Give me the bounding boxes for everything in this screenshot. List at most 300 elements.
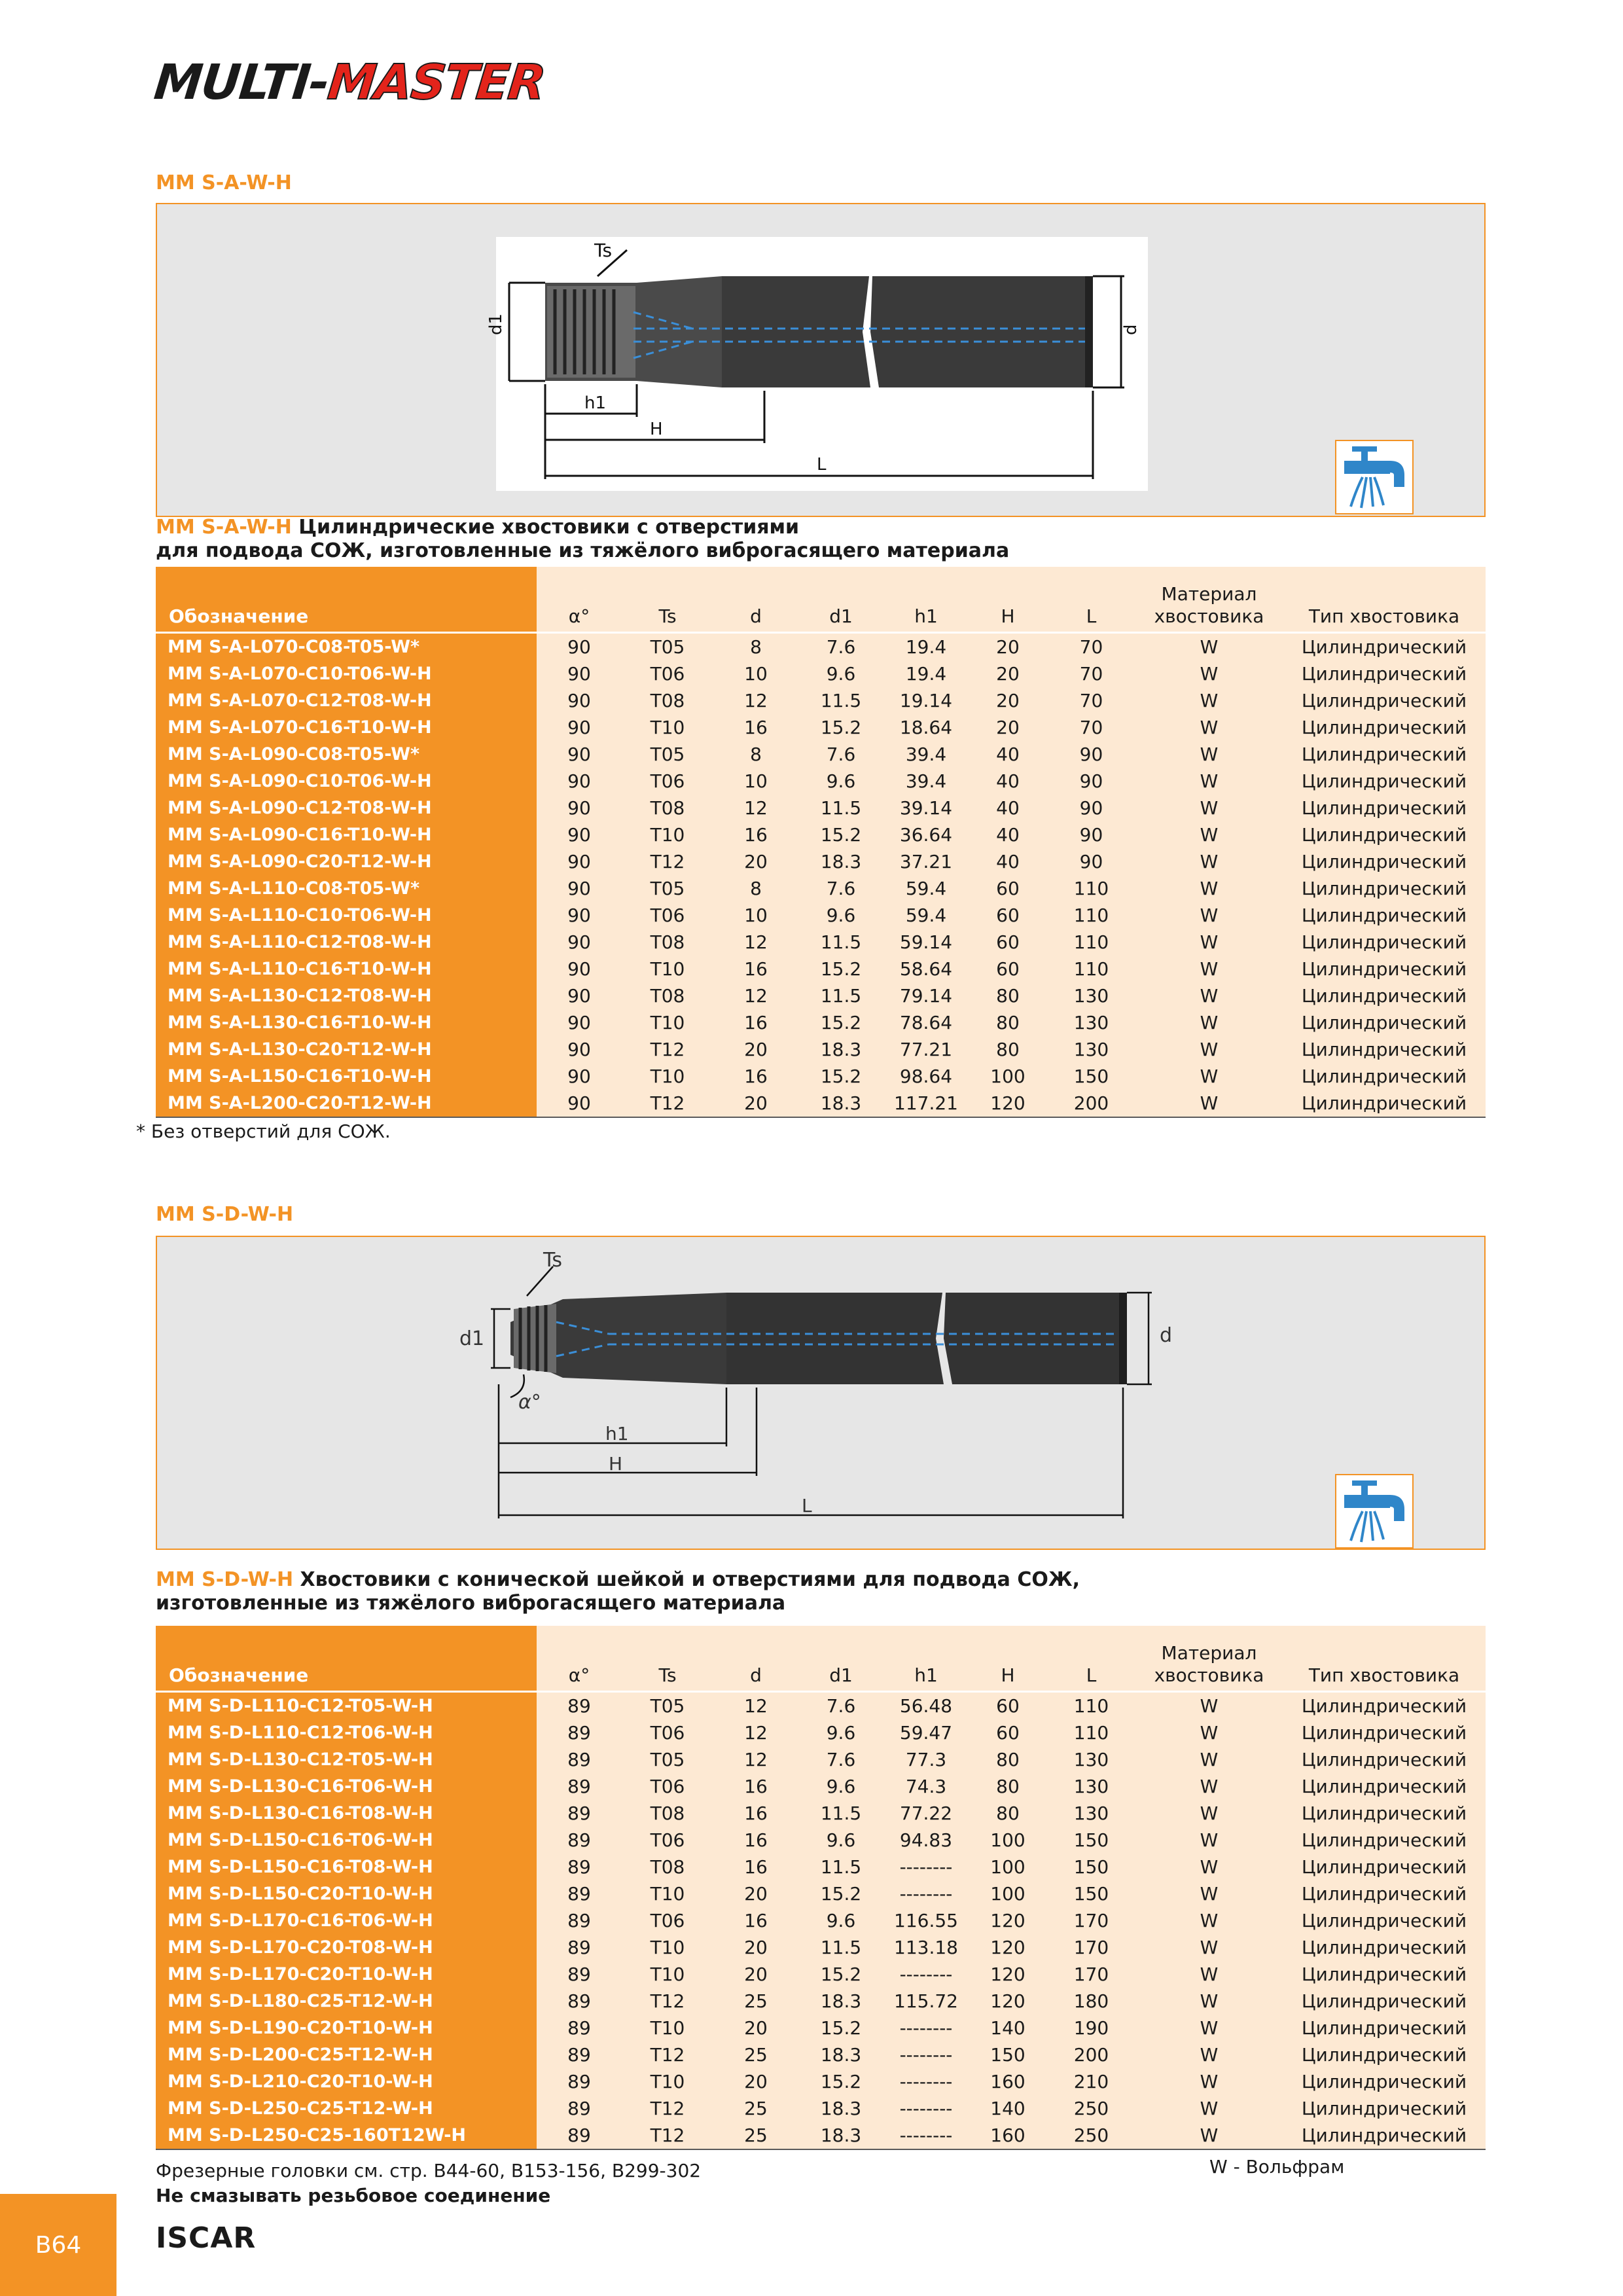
table-row — [156, 2015, 1486, 2041]
table-cell: 40 — [969, 741, 1047, 768]
table-cell: Цилиндрический — [1283, 929, 1486, 956]
iscar-brand: ISCAR — [156, 2221, 257, 2255]
table-cell: W — [1135, 1827, 1283, 1854]
designation-cell: MM S-A-L130-C16-T10-W-H — [156, 1009, 537, 1036]
table-cell: W — [1135, 1907, 1283, 1934]
section1-table-body — [156, 632, 1486, 1117]
table-cell: W — [1135, 929, 1283, 956]
designation-cell: MM S-D-L130-C16-T08-W-H — [156, 1800, 537, 1827]
table-cell: 90 — [537, 929, 622, 956]
table-cell: 7.6 — [798, 632, 883, 660]
table-cell: Цилиндрический — [1283, 2095, 1486, 2122]
designation-cell: MM S-A-L070-C16-T10-W-H — [156, 714, 537, 741]
table-cell: -------- — [883, 1880, 969, 1907]
material-legend: W - Вольфрам — [1209, 2156, 1345, 2178]
table-cell: 9.6 — [798, 902, 883, 929]
designation-cell: MM S-A-L090-C20-T12-W-H — [156, 848, 537, 875]
table-cell: W — [1135, 714, 1283, 741]
table-cell: 89 — [537, 2068, 622, 2095]
table-cell: 110 — [1047, 929, 1135, 956]
table-cell: Цилиндрический — [1283, 1988, 1486, 2015]
table-cell: 9.6 — [798, 1907, 883, 1934]
label-alpha: α° — [518, 1391, 541, 1414]
table-cell: T08 — [622, 982, 713, 1009]
table-cell: 18.3 — [798, 2041, 883, 2068]
table-cell: 39.14 — [883, 795, 969, 821]
table-cell: 120 — [969, 1090, 1047, 1117]
table-cell: 7.6 — [798, 741, 883, 768]
table-cell: 130 — [1047, 1746, 1135, 1773]
table-row — [156, 1719, 1486, 1746]
table-cell: T06 — [622, 660, 713, 687]
designation-cell: MM S-A-L110-C08-T05-W* — [156, 875, 537, 902]
table-row — [156, 1854, 1486, 1880]
table-cell: W — [1135, 660, 1283, 687]
section2-heading: MM S-D-W-H — [156, 1203, 294, 1226]
label-d1: d1 — [486, 313, 506, 335]
table-cell: 37.21 — [883, 848, 969, 875]
table-cell: Цилиндрический — [1283, 956, 1486, 982]
table-cell: 40 — [969, 848, 1047, 875]
label-H: H — [650, 420, 663, 439]
table-cell: 140 — [969, 2015, 1047, 2041]
table-cell: T05 — [622, 875, 713, 902]
table-cell: 89 — [537, 1691, 622, 1719]
table-cell: 16 — [713, 1063, 798, 1090]
table-cell: 90 — [537, 660, 622, 687]
designation-cell: MM S-D-L130-C16-T06-W-H — [156, 1773, 537, 1800]
table-cell: 11.5 — [798, 687, 883, 714]
table-cell: 25 — [713, 2122, 798, 2149]
table-cell: Цилиндрический — [1283, 1090, 1486, 1117]
table-cell: Цилиндрический — [1283, 1880, 1486, 1907]
designation-cell: MM S-D-L130-C12-T05-W-H — [156, 1746, 537, 1773]
table-cell: 8 — [713, 875, 798, 902]
table-cell: T10 — [622, 2015, 713, 2041]
table-cell: 9.6 — [798, 660, 883, 687]
designation-cell: MM S-A-L130-C12-T08-W-H — [156, 982, 537, 1009]
table-cell: W — [1135, 1691, 1283, 1719]
table-cell: 89 — [537, 2041, 622, 2068]
table-cell: Цилиндрический — [1283, 660, 1486, 687]
designation-cell: MM S-A-L130-C20-T12-W-H — [156, 1036, 537, 1063]
table-cell: W — [1135, 795, 1283, 821]
table-cell: 115.72 — [883, 1988, 969, 2015]
table-cell: 90 — [537, 1036, 622, 1063]
table-cell: 16 — [713, 956, 798, 982]
designation-cell: MM S-A-L110-C10-T06-W-H — [156, 902, 537, 929]
table-cell: 90 — [537, 848, 622, 875]
table-cell: 8 — [713, 741, 798, 768]
table-row — [156, 1934, 1486, 1961]
table-cell: Цилиндрический — [1283, 1063, 1486, 1090]
table-cell: -------- — [883, 1961, 969, 1988]
table-cell: 12 — [713, 795, 798, 821]
table-cell: Цилиндрический — [1283, 821, 1486, 848]
table-cell: 18.3 — [798, 848, 883, 875]
table-cell: 90 — [537, 1063, 622, 1090]
table-cell: 80 — [969, 982, 1047, 1009]
table-row — [156, 2041, 1486, 2068]
table-cell: W — [1135, 2122, 1283, 2149]
table-cell: 100 — [969, 1063, 1047, 1090]
table-cell: 90 — [537, 982, 622, 1009]
table-cell: T06 — [622, 1907, 713, 1934]
table-cell: 130 — [1047, 1009, 1135, 1036]
table-cell: -------- — [883, 2122, 969, 2149]
table-cell: 56.48 — [883, 1691, 969, 1719]
table-cell: T08 — [622, 1800, 713, 1827]
table-cell: 160 — [969, 2122, 1047, 2149]
table-cell: 90 — [537, 687, 622, 714]
table-cell: 15.2 — [798, 1009, 883, 1036]
table-cell: 90 — [537, 875, 622, 902]
table-cell: 89 — [537, 2015, 622, 2041]
table-cell: 89 — [537, 1961, 622, 1988]
table-cell: T10 — [622, 1009, 713, 1036]
col-header: α° — [537, 1626, 622, 1691]
table-cell: 180 — [1047, 1988, 1135, 2015]
table-cell: 7.6 — [798, 1746, 883, 1773]
table-cell: W — [1135, 2041, 1283, 2068]
table-cell: 160 — [969, 2068, 1047, 2095]
table-cell: 190 — [1047, 2015, 1135, 2041]
label-L: L — [802, 1495, 812, 1516]
col-header: d1 — [798, 567, 883, 632]
section2-table-title: MM S-D-W-H Хвостовики с конической шейкой и отверстиями для подвода СОЖ, изготовленные из тяжёлого виброгасящего материала — [156, 1568, 1080, 1615]
table-cell: T06 — [622, 768, 713, 795]
table-cell: 20 — [713, 1880, 798, 1907]
table-cell: 18.3 — [798, 1988, 883, 2015]
shank-drawing-a — [486, 237, 1148, 491]
table-cell: 11.5 — [798, 929, 883, 956]
table-row — [156, 660, 1486, 687]
designation-cell: MM S-D-L150-C20-T10-W-H — [156, 1880, 537, 1907]
table-cell: 10 — [713, 660, 798, 687]
table-cell: 70 — [1047, 632, 1135, 660]
section2-spec-table — [156, 1626, 1486, 2150]
table-cell: 16 — [713, 714, 798, 741]
table-cell: 150 — [1047, 1827, 1135, 1854]
table-cell: W — [1135, 982, 1283, 1009]
table-cell: 16 — [713, 821, 798, 848]
table-cell: T10 — [622, 1063, 713, 1090]
table-cell: 15.2 — [798, 1880, 883, 1907]
table-cell: 59.4 — [883, 902, 969, 929]
table-cell: 80 — [969, 1773, 1047, 1800]
table-cell: 89 — [537, 1907, 622, 1934]
section2-table-body — [156, 1691, 1486, 2149]
table-cell: 15.2 — [798, 1063, 883, 1090]
table-cell: 90 — [537, 902, 622, 929]
table-row — [156, 632, 1486, 660]
table-cell: 79.14 — [883, 982, 969, 1009]
table-cell: 120 — [969, 1961, 1047, 1988]
table-cell: W — [1135, 1009, 1283, 1036]
designation-cell: MM S-D-L200-C25-T12-W-H — [156, 2041, 537, 2068]
designation-cell: MM S-A-L090-C12-T08-W-H — [156, 795, 537, 821]
table-cell: W — [1135, 1800, 1283, 1827]
table-cell: 9.6 — [798, 1719, 883, 1746]
table-cell: W — [1135, 2095, 1283, 2122]
coolant-icon — [1335, 440, 1414, 514]
table-cell: 16 — [713, 1800, 798, 1827]
label-d: d — [1160, 1324, 1173, 1347]
table-row — [156, 1988, 1486, 2015]
table-cell: 15.2 — [798, 1961, 883, 1988]
table-row — [156, 821, 1486, 848]
table-cell: 110 — [1047, 875, 1135, 902]
table-cell: 90 — [537, 795, 622, 821]
table-cell: 20 — [713, 2068, 798, 2095]
table-cell: W — [1135, 1773, 1283, 1800]
table-cell: 15.2 — [798, 821, 883, 848]
table-cell: 20 — [969, 714, 1047, 741]
table-cell: W — [1135, 848, 1283, 875]
table-cell: 90 — [537, 741, 622, 768]
table-cell: 25 — [713, 2095, 798, 2122]
table-cell: 20 — [713, 848, 798, 875]
table-cell: 94.83 — [883, 1827, 969, 1854]
table-cell: T12 — [622, 2095, 713, 2122]
table-cell: 20 — [713, 2015, 798, 2041]
table-cell: Цилиндрический — [1283, 1036, 1486, 1063]
table-cell: 70 — [1047, 660, 1135, 687]
table-cell: 16 — [713, 1773, 798, 1800]
table-cell: 60 — [969, 902, 1047, 929]
table-cell: Цилиндрический — [1283, 2068, 1486, 2095]
table-cell: 20 — [969, 660, 1047, 687]
table-cell: 89 — [537, 1746, 622, 1773]
table-cell: 120 — [969, 1934, 1047, 1961]
table-cell: 70 — [1047, 714, 1135, 741]
table-cell: 60 — [969, 956, 1047, 982]
table-row — [156, 2122, 1486, 2149]
table-cell: T05 — [622, 1746, 713, 1773]
table-cell: 19.14 — [883, 687, 969, 714]
table-cell: 80 — [969, 1746, 1047, 1773]
table-cell: 18.3 — [798, 2095, 883, 2122]
table-cell: 110 — [1047, 1719, 1135, 1746]
table-cell: 200 — [1047, 1090, 1135, 1117]
table-cell: 130 — [1047, 1800, 1135, 1827]
table-cell: T10 — [622, 2068, 713, 2095]
table-cell: 250 — [1047, 2122, 1135, 2149]
table-cell: 18.3 — [798, 1090, 883, 1117]
table-cell: 150 — [1047, 1854, 1135, 1880]
table-cell: 90 — [537, 956, 622, 982]
table-cell: 80 — [969, 1036, 1047, 1063]
table-cell: W — [1135, 1961, 1283, 1988]
table-row — [156, 1907, 1486, 1934]
table-cell: 250 — [1047, 2095, 1135, 2122]
table-cell: 16 — [713, 1009, 798, 1036]
table-cell: 59.47 — [883, 1719, 969, 1746]
table-cell: 60 — [969, 1691, 1047, 1719]
table-cell: -------- — [883, 2041, 969, 2068]
table-cell: Цилиндрический — [1283, 1934, 1486, 1961]
table-cell: W — [1135, 1063, 1283, 1090]
table-cell: 9.6 — [798, 768, 883, 795]
table-cell: 89 — [537, 2122, 622, 2149]
designation-cell: MM S-D-L110-C12-T06-W-H — [156, 1719, 537, 1746]
table-cell: 20 — [713, 1961, 798, 1988]
table-cell: T08 — [622, 795, 713, 821]
table-cell: 20 — [713, 1036, 798, 1063]
table-cell: Цилиндрический — [1283, 795, 1486, 821]
page-number: B64 — [0, 2194, 116, 2296]
designation-cell: MM S-A-L200-C20-T12-W-H — [156, 1090, 537, 1117]
table-row — [156, 956, 1486, 982]
table-cell: 9.6 — [798, 1773, 883, 1800]
table-cell: T08 — [622, 687, 713, 714]
table-row — [156, 1827, 1486, 1854]
table-cell: 18.3 — [798, 1036, 883, 1063]
table-cell: Цилиндрический — [1283, 902, 1486, 929]
table-row — [156, 1691, 1486, 1719]
table-cell: W — [1135, 902, 1283, 929]
table-cell: T12 — [622, 2122, 713, 2149]
footer-note-1: Фрезерные головки см. стр. B44-60, B153-156, B299-302 — [156, 2160, 702, 2181]
multi-master-logo: MULTI-MASTER — [151, 54, 548, 111]
table-cell: 140 — [969, 2095, 1047, 2122]
section2-drawing-box — [156, 1236, 1486, 1550]
table-cell: T06 — [622, 1773, 713, 1800]
table-cell: 12 — [713, 982, 798, 1009]
table-cell: 40 — [969, 768, 1047, 795]
table-cell: W — [1135, 956, 1283, 982]
table-cell: 15.2 — [798, 956, 883, 982]
col-header: d1 — [798, 1626, 883, 1691]
table-cell: T05 — [622, 741, 713, 768]
table-row — [156, 795, 1486, 821]
table-cell: T12 — [622, 2041, 713, 2068]
table-cell: 100 — [969, 1854, 1047, 1880]
table-cell: 80 — [969, 1009, 1047, 1036]
table-cell: 100 — [969, 1827, 1047, 1854]
col-header: h1 — [883, 1626, 969, 1691]
table-cell: 130 — [1047, 1773, 1135, 1800]
designation-cell: MM S-D-L150-C16-T08-W-H — [156, 1854, 537, 1880]
table-cell: 130 — [1047, 1036, 1135, 1063]
table-cell: 90 — [537, 1009, 622, 1036]
table-cell: Цилиндрический — [1283, 714, 1486, 741]
designation-cell: MM S-D-L170-C20-T08-W-H — [156, 1934, 537, 1961]
table-cell: -------- — [883, 2068, 969, 2095]
col-header: h1 — [883, 567, 969, 632]
table-cell: 20 — [969, 632, 1047, 660]
table-cell: Цилиндрический — [1283, 848, 1486, 875]
table-cell: 60 — [969, 1719, 1047, 1746]
table-cell: 120 — [969, 1907, 1047, 1934]
table-row — [156, 848, 1486, 875]
table-cell: 16 — [713, 1854, 798, 1880]
label-ts: Ts — [543, 1249, 562, 1272]
table-cell: 40 — [969, 795, 1047, 821]
table-cell: W — [1135, 768, 1283, 795]
table-cell: W — [1135, 1934, 1283, 1961]
table-cell: 77.22 — [883, 1800, 969, 1827]
table-cell: T06 — [622, 1827, 713, 1854]
table-cell: Цилиндрический — [1283, 1746, 1486, 1773]
designation-cell: MM S-D-L210-C20-T10-W-H — [156, 2068, 537, 2095]
table-row — [156, 929, 1486, 956]
table-cell: T05 — [622, 1691, 713, 1719]
table-cell: 89 — [537, 1880, 622, 1907]
table-cell: 11.5 — [798, 982, 883, 1009]
table-cell: 89 — [537, 1934, 622, 1961]
table-cell: T08 — [622, 1854, 713, 1880]
table-cell: 10 — [713, 902, 798, 929]
table-cell: 19.4 — [883, 632, 969, 660]
table-cell: Цилиндрический — [1283, 1907, 1486, 1934]
table-cell: 7.6 — [798, 1691, 883, 1719]
table-cell: 89 — [537, 1988, 622, 2015]
table-cell: 12 — [713, 1746, 798, 1773]
table-cell: 113.18 — [883, 1934, 969, 1961]
designation-cell: MM S-D-L170-C16-T06-W-H — [156, 1907, 537, 1934]
table-cell: 25 — [713, 1988, 798, 2015]
table-row — [156, 1961, 1486, 1988]
table-cell: W — [1135, 1854, 1283, 1880]
designation-cell: MM S-D-L150-C16-T06-W-H — [156, 1827, 537, 1854]
label-h1: h1 — [584, 393, 607, 413]
table-cell: 90 — [1047, 741, 1135, 768]
table-cell: 25 — [713, 2041, 798, 2068]
table-cell: 89 — [537, 1773, 622, 1800]
label-d: d — [1121, 324, 1141, 335]
col-header: Обозначение — [156, 1626, 537, 1691]
table-cell: W — [1135, 687, 1283, 714]
table-cell: T10 — [622, 956, 713, 982]
table-cell: Цилиндрический — [1283, 741, 1486, 768]
designation-cell: MM S-A-L110-C12-T08-W-H — [156, 929, 537, 956]
shank-drawing-d — [445, 1244, 1361, 1532]
table-cell: 89 — [537, 1800, 622, 1827]
table-cell: 59.14 — [883, 929, 969, 956]
table-cell: 18.64 — [883, 714, 969, 741]
table-cell: 77.21 — [883, 1036, 969, 1063]
table-cell: 110 — [1047, 956, 1135, 982]
table-cell: 16 — [713, 1907, 798, 1934]
table-cell: 15.2 — [798, 2015, 883, 2041]
table-row — [156, 687, 1486, 714]
designation-cell: MM S-A-L150-C16-T10-W-H — [156, 1063, 537, 1090]
table-cell: 77.3 — [883, 1746, 969, 1773]
table-cell: 70 — [1047, 687, 1135, 714]
table-cell: W — [1135, 875, 1283, 902]
table-cell: 130 — [1047, 982, 1135, 1009]
table-cell: W — [1135, 1036, 1283, 1063]
table-cell: 20 — [713, 1934, 798, 1961]
designation-cell: MM S-A-L090-C16-T10-W-H — [156, 821, 537, 848]
table-cell: Цилиндрический — [1283, 768, 1486, 795]
table-cell: 150 — [1047, 1063, 1135, 1090]
designation-cell: MM S-D-L180-C25-T12-W-H — [156, 1988, 537, 2015]
table-row — [156, 1880, 1486, 1907]
table-cell: Цилиндрический — [1283, 1691, 1486, 1719]
table-cell: Цилиндрический — [1283, 1854, 1486, 1880]
table-cell: Цилиндрический — [1283, 2041, 1486, 2068]
table-cell: T10 — [622, 1880, 713, 1907]
table-cell: 11.5 — [798, 1800, 883, 1827]
section1-table-title: MM S-A-W-H Цилиндрические хвостовики с отверстиями для подвода СОЖ, изготовленные из тяжёлого виброгасящего материала — [156, 516, 1010, 562]
col-header: Материал хвостовика — [1135, 1626, 1283, 1691]
table-cell: 60 — [969, 875, 1047, 902]
label-H: H — [609, 1453, 623, 1475]
table-row — [156, 1090, 1486, 1117]
table-cell: 110 — [1047, 902, 1135, 929]
